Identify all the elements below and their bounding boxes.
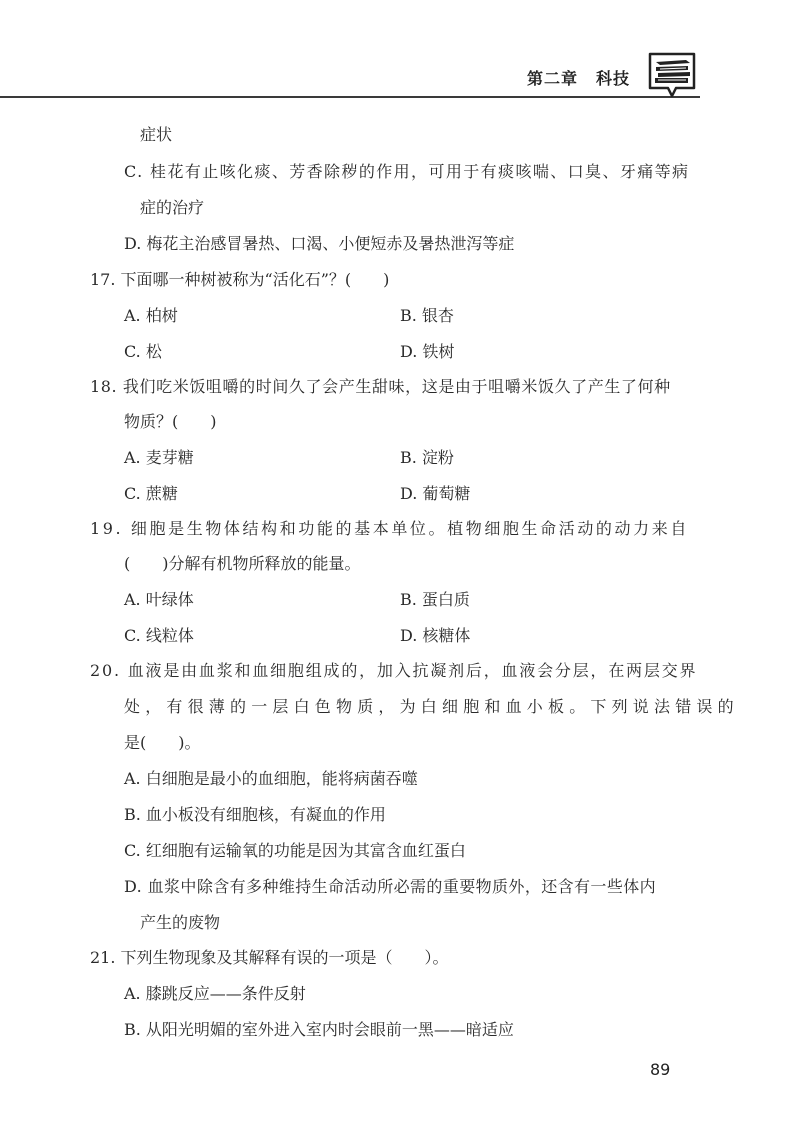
text-line: 物质？( ) [124, 412, 217, 431]
text-line: ( )分解有机物所释放的能量。 [124, 554, 361, 573]
option-b: B. 淀粉 [400, 448, 454, 467]
question-20: 20. 血液是由血浆和血细胞组成的，加入抗凝剂后，血液会分层，在两层交界 [90, 661, 698, 680]
option-a: A. 麦芽糖 [124, 448, 194, 467]
text-line: 症的治疗 [140, 198, 205, 217]
section-label: 科技 [595, 69, 630, 88]
option-b: B. 血小板没有细胞核，有凝血的作用 [124, 805, 386, 824]
question-18: 18. 我们吃米饭咀嚼的时间久了会产生甜味，这是由于咀嚼米饭久了产生了何种 [90, 377, 671, 396]
question-21: 21. 下列生物现象及其解释有误的一项是（ ）。 [90, 948, 449, 967]
option-a: A. 白细胞是最小的血细胞，能将病菌吞噬 [124, 769, 418, 788]
option-a: A. 柏树 [124, 306, 178, 325]
option-c: C. 桂花有止咳化痰、芳香除秽的作用，可用于有痰咳喘、口臭、牙痛等病 [124, 162, 690, 181]
option-b: B. 从阳光明媚的室外进入室内时会眼前一黑——暗适应 [124, 1020, 514, 1039]
option-c: C. 松 [124, 342, 162, 361]
option-d: D. 核糖体 [400, 626, 471, 645]
book-stack-icon [646, 50, 698, 100]
question-19: 19. 细胞是生物体结构和功能的基本单位。植物细胞生命活动的动力来自 [90, 519, 689, 538]
page-number: 89 [650, 1060, 671, 1079]
question-17: 17. 下面哪一种树被称为“活化石”？( ) [90, 270, 390, 289]
option-d: D. 梅花主治感冒暑热、口渴、小便短赤及暑热泄泻等症 [124, 234, 515, 253]
option-d: D. 血浆中除含有多种维持生命活动所必需的重要物质外，还含有一些体内 [124, 877, 657, 896]
option-a: A. 叶绿体 [124, 590, 194, 609]
option-b: B. 银杏 [400, 306, 454, 325]
option-b: B. 蛋白质 [400, 590, 470, 609]
page-header [0, 0, 800, 110]
option-a: A. 膝跳反应——条件反射 [124, 984, 306, 1003]
text-line: 处，有很薄的一层白色物质，为白细胞和血小板。下列说法错误的 [124, 697, 739, 716]
header-rule [0, 96, 700, 98]
text-line: 症状 [140, 125, 173, 144]
running-head [527, 66, 630, 89]
option-d: D. 葡萄糖 [400, 484, 471, 503]
text-line: 是( )。 [124, 733, 201, 752]
option-c: C. 红细胞有运输氧的功能是因为其富含血红蛋白 [124, 841, 466, 860]
text-line: 产生的废物 [140, 913, 221, 932]
option-c: C. 蔗糖 [124, 484, 178, 503]
option-d: D. 铁树 [400, 342, 455, 361]
chapter-label: 第二章 [526, 69, 578, 88]
option-c: C. 线粒体 [124, 626, 194, 645]
